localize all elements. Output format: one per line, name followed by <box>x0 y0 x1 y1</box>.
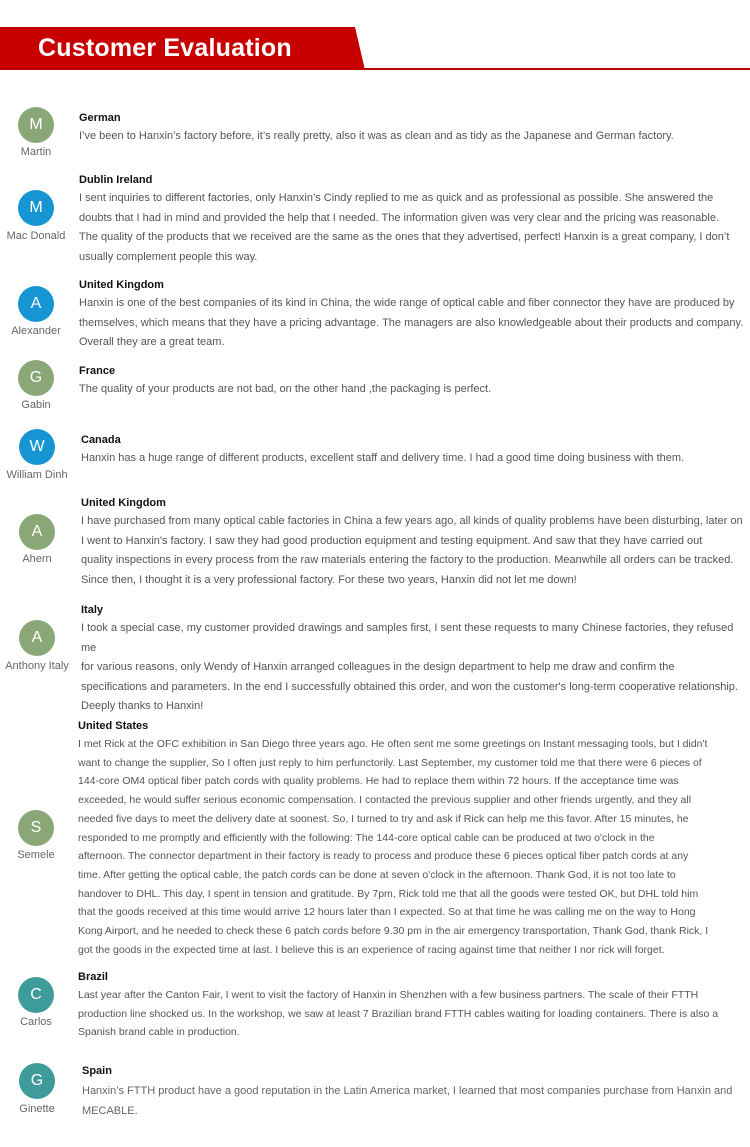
header-underline <box>0 68 750 70</box>
reviewer-country: United Kingdom <box>79 279 164 291</box>
avatar: S <box>18 810 54 846</box>
reviewer-country: Dublin Ireland <box>79 174 153 186</box>
review-text: Last year after the Canton Fair, I went to visit the factory of Hanxin in Shenzhen with a few business partners. The scale of their FTTH production line shocked us. In the workshop, we saw at least 7 Brazilian brand FTTH cables waiting for loading containers. There is also a Spanish brand cable in production. <box>78 989 719 1039</box>
avatar: M <box>18 107 54 143</box>
reviewer-name: Ahern <box>22 553 52 565</box>
review-text: Hanxin’s FTTH product have a good reputation in the Latin America market, I learned that most companies purchase from Hanxin and MECABLE. <box>82 1085 733 1117</box>
review-text: Hanxin has a huge range of different products, excellent staff and delivery time. I had a good time doing business with them. <box>81 452 685 464</box>
review-text: I met Rick at the OFC exhibition in San Diego three years ago. He often sent me some greetings on Instant messaging tools, but I didn't want to change the supplier, So I often just reply to him perfunctorily. Last September, my customer told me that there were 6 pieces of 144-core OM4 optical fiber patch cords with quality problems. He had to replace them within 72 hours. If the acceptance time was exceeded, he would suffer serious economic compensation. I contacted the previous supplier and other friends urgently, and they all needed five days to meet the delivery date at soonest. So, I turned to try and ask if Rick can help me this favor. After 15 minutes, he responded to me promptly and efficiently with the following: The 144-core optical cable can be produced at two o'clock in the afternoon. The connector department in their factory is ready to process and produce these 6 pieces optical fiber patch cords at any time. After getting the optical cable, the patch cords can be done at seven o'clock in the afternoon. Thank God, it is not too late to handover to DHL. This day, I spent in tension and gratitude. By 7pm, Rick told me that all the goods were tested OK, but DHL told him that the goods received at this time would arrive 12 hours later than I expected. So at that time he was calling me on the way to Hong Kong Airport, and he needed to check these 6 patch cords before 9.30 pm in the air emergency transportation, Thank God, thank Rick, I got the goods in the expected time at last. I believe this is an experience of racing against time that neither I nor rick will forget. <box>78 738 709 956</box>
avatar: A <box>18 286 54 322</box>
reviewer-country: United States <box>78 720 149 732</box>
reviewer-name: Carlos <box>20 1016 52 1028</box>
review-text: I have purchased from many optical cable factories in China a few years ago, all kinds of quality problems have been disturbing, later on I went to Hanxin's factory. I saw they had good production equipment and testing equipment. And saw that they have carried out quality inspections in every process from the raw materials entering the factory to the production. Meanwhile all orders can be tracked. Since then, I thought it is a very professional factory. For these two years, Hanxin did not let me down! <box>81 515 743 586</box>
avatar: A <box>19 620 55 656</box>
review-text: I took a special case, my customer provided drawings and samples first, I sent these requests to many Chinese factories, they refused me for various reasons, only Wendy of Hanxin arranged colleagues in the design department to help me draw and confirm the specifications and parameters. In the end I successfully obtained this order, and won the customer's long-term cooperative relationship. Deeply thanks to Hanxin! <box>81 622 738 712</box>
avatar: W <box>19 429 55 465</box>
reviewer-country: Canada <box>81 434 121 446</box>
avatar: M <box>18 190 54 226</box>
reviewer-name: Semele <box>17 849 55 861</box>
avatar: A <box>19 514 55 550</box>
reviewer-name: Martin <box>20 146 52 158</box>
reviewer-name: Alexander <box>11 325 61 337</box>
reviewer-name: Ginette <box>19 1103 55 1115</box>
reviewer-country: German <box>79 112 121 124</box>
reviewer-country: Spain <box>82 1065 112 1077</box>
avatar: G <box>18 360 54 396</box>
reviewer-name: Mac Donald <box>6 230 66 242</box>
reviewer-name: Anthony Italy <box>5 660 69 672</box>
avatar: G <box>19 1063 55 1099</box>
review-text: The quality of your products are not bad, on the other hand ,the packaging is perfect. <box>79 383 492 395</box>
review-text: I sent inquiries to different factories, only Hanxin’s Cindy replied to me as quick and as professional as possible. She answered the doubts that I had in mind and provided the help that I needed. The information given was very clear and the pricing was reasonable. The quality of the products that we received are the same as the ones that they advertised, perfect! Hanxin is a great company, I don’t usually complement people this way. <box>79 192 730 263</box>
review-text: I’ve been to Hanxin’s factory before, it’s really pretty, also it was as clean and as tidy as the Japanese and German factory. <box>79 130 674 142</box>
reviewer-name: William Dinh <box>6 469 68 481</box>
reviewer-country: France <box>79 365 116 377</box>
reviewer-country: Italy <box>81 604 104 616</box>
avatar: C <box>18 977 54 1013</box>
reviewer-country: United Kingdom <box>81 497 166 509</box>
review-text: Hanxin is one of the best companies of its kind in China, the wide range of optical cable and fiber connector they have are produced by themselves, which means that they have a pricing advantage. The managers are also knowledgeable about their products and company. Overall they are a great team. <box>79 297 744 348</box>
reviewer-country: Brazil <box>78 971 108 983</box>
page-title: Customer Evaluation <box>38 34 292 62</box>
reviewer-name: Gabin <box>21 399 51 411</box>
